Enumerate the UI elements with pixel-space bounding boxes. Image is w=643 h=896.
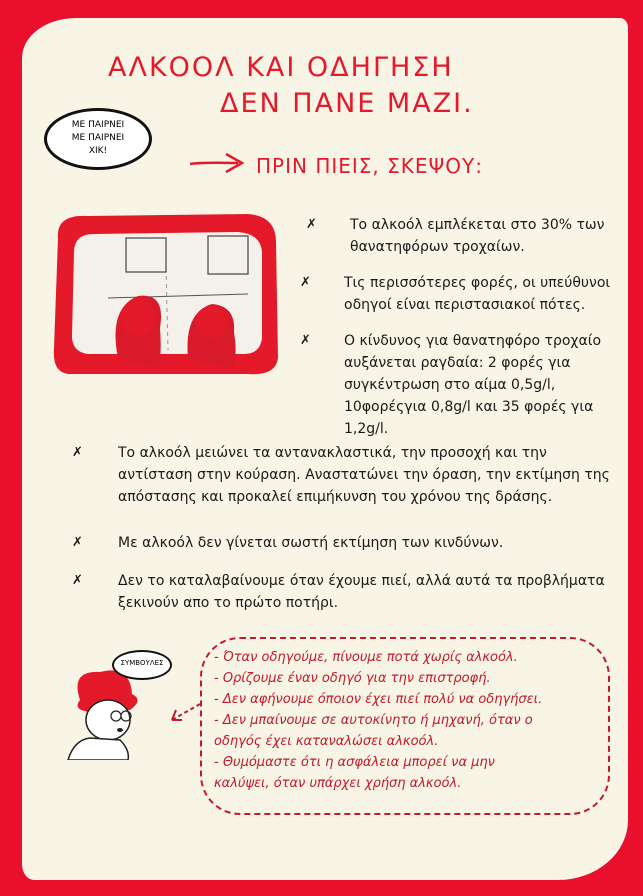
tip-line: - Ορίζουμε έναν οδηγό για την επιστροφή. [214, 671, 491, 686]
tips-box [200, 637, 610, 815]
car-interior-illustration [48, 208, 284, 380]
tips-label-bubble: ΣΥΜΒΟΥΛΕΣ [112, 650, 172, 680]
tip-line: καλύψει, όταν υπάρχει χρήση αλκοόλ. [214, 776, 462, 791]
list-item-text: Το αλκοόλ μειώνει τα αντανακλαστικά, την προσοχή και την αντίσταση στην κούραση. Αναστατώνει την όραση, την εκτίμηση της απόστασης και προκαλεί επιμήκυνση του χρόνου της δράσης. [118, 445, 610, 505]
tip-line: - Όταν οδηγούμε, πίνουμε ποτά χωρίς αλκοόλ. [214, 650, 518, 665]
list-item-text: Τις περισσότερες φορές, οι υπεύθυνοι οδηγοί είναι περιστασιακοί πότες. [344, 275, 611, 313]
list-item-text: Δεν το καταλαβαίνουμε όταν έχουμε πιεί, αλλά αυτά τα προβλήματα ξεκινούν απο το πρώτο ποτήρι. [118, 573, 605, 611]
tip-line: οδηγός έχει καταναλώσει αλκοόλ. [214, 734, 439, 749]
list-item [72, 442, 612, 508]
speech-bubble-line2: ΜΕ ΠΑΙΡΝΕΙ [71, 133, 125, 143]
tip-line: - Δεν μπαίνουμε σε αυτοκίνητο ή μηχανή, όταν ο [214, 713, 533, 728]
list-item [306, 214, 626, 258]
poster-title-line2: ΔΕΝ ΠΑΝΕ ΜΑΖΙ. [220, 88, 474, 119]
tip-line: - Θυμόμαστε ότι η ασφάλεια μπορεί να μην [214, 755, 495, 770]
cross-icon: ✗ [306, 217, 317, 232]
list-item-text: Το αλκοόλ εμπλέκεται στο 30% των θανατηφόρων τροχαίων. [350, 217, 605, 255]
list-item [300, 272, 620, 316]
list-item [300, 330, 620, 440]
cross-icon: ✗ [300, 333, 311, 348]
list-item-text: Με αλκοόλ δεν γίνεται σωστή εκτίμηση των κινδύνων. [118, 535, 504, 551]
cross-icon: ✗ [72, 445, 83, 460]
subtitle: ΠΡΙΝ ΠΙΕΙΣ, ΣΚΕΨΟΥ: [256, 154, 483, 178]
cross-icon: ✗ [300, 275, 311, 290]
cross-icon: ✗ [72, 535, 83, 550]
tip-line: - Δεν αφήνουμε όποιον έχει πιεί πολύ να οδηγήσει. [214, 692, 543, 707]
arrow-right-icon [188, 150, 248, 176]
speech-bubble-line1: ΜΕ ΠΑΙΡΝΕΙ [71, 120, 125, 130]
dashed-arrow-icon [168, 700, 202, 724]
cross-icon: ✗ [72, 573, 83, 588]
list-item-text: Ο κίνδυνος για θανατηφόρο τροχαίο αυξάνεται ραγδαία: 2 φορές για συγκέντρωση στο αίμα 0,5g/l, 10φορέςγια 0,8g/l και 35 φορές για 1,2g/l. [344, 333, 602, 437]
poster-title-line1: ΑΛΚΟΟΛ ΚΑΙ ΟΔΗΓΗΣΗ [108, 52, 454, 83]
speech-bubble-line3: ΧΙΚ! [88, 146, 108, 156]
speech-bubble [44, 108, 152, 170]
list-item [72, 532, 612, 554]
list-item [72, 570, 612, 614]
